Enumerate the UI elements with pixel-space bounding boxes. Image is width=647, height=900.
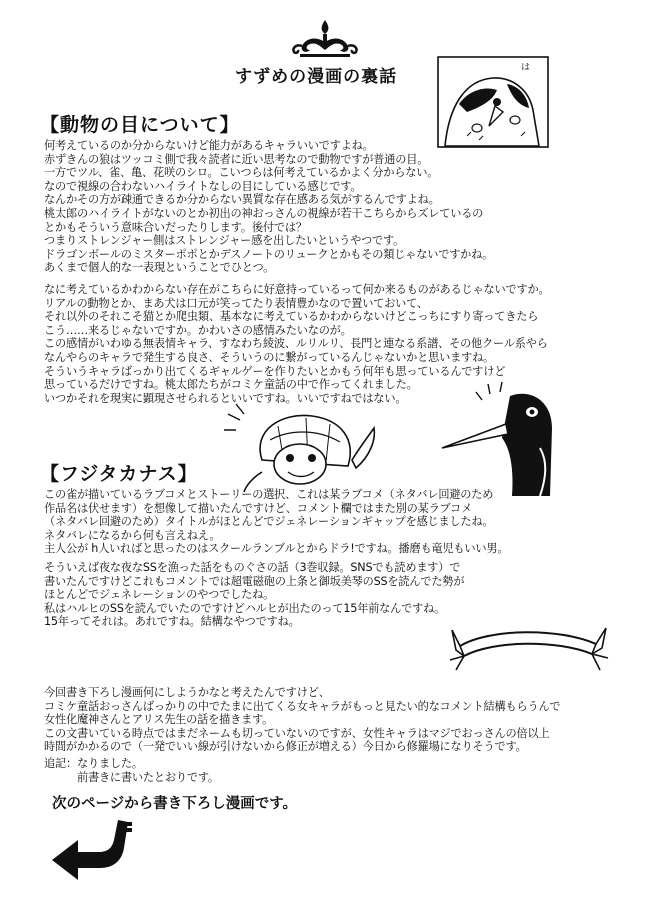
crane-illustration <box>440 378 580 498</box>
turtle-illustration <box>222 400 382 495</box>
postscript-text: 追記：なりました。 前書きに書いたとおりです。 <box>44 757 219 784</box>
animal-eyes-paragraph-1: 何考えているのか分からないけど能力があるキャラいいですよね。 赤ずきんの狼はツッコミ側で我々読者に近い思考なので動物ですが普通の目。 一方でツル、雀、亀、花咲のシロ。こいつらは何考えているかよく分からない。 なので視線の合わないハイライトなしの目にしている感じです。 なんかその方が疎通できるか分からない異質な存在感ある気がするんですよね。 桃太郎のハイライトがないのとか初出の神おっさんの視線が若干こちらからズレているの とかもそういう意味合いだったりします。後付では？ つまりストレンジャー側はストレンジャー感を出したいというやつです。 ドラゴンボールのミスターポポとかデスノートのリュークとかもその類じゃないですかね。 あくまで個人的な一表現ということでひとつ。 <box>44 139 494 275</box>
arrow-left-icon <box>48 818 140 888</box>
fujitakanasu-paragraph-2: そういえば夜な夜なSSを漁った話をものぐさの話（3巻収録。SNSでも読めます）で 書いたんですけどこれもコメントでは超電磁砲の上条と御坂美琴のSSを読んでた勢が ほとんどでジェネレーションのやつでしたね。 私はハルヒのSSを読んでいたのですけどハルヒが出たのって15年前なんですね。 15年ってそれは。あれですね。結構なやつですね。 <box>44 561 465 629</box>
sparrow-mark-text: は <box>521 63 531 73</box>
section-heading-animal-eyes: 【動物の目について】 <box>40 114 240 136</box>
fujitakanasu-paragraph-1: この雀が描いているラブコメとストーリーの選択、これは某ラブコメ（ネタバレ回避のため 作品名は伏せます）を想像して描いたんですけど、コメント欄ではまた別の某ラブコメ （ネタバレ回避のため）タイトルがほとんどでジェネレーションギャップを感じましたね。 ネタバレになるから何も言えねえ。 主人公が h人いればと思ったのはスクールランブルとからドラ!ですね。播磨も竜児もいい男。 <box>44 488 509 556</box>
animal-eyes-paragraph-2: なに考えているかわからない存在がこちらに好意持っているって何か来るものがあるじゃないですか。 リアルの動物とか、まあ犬は口元が笑ってたり表情豊かなので置いておいて、 それ以外のそれこそ猫とか爬虫類、基本なに考えているかわからないけどこっちにすり寄ってきたら こう……来るじゃないですか。かわいさの感情みたいなのが。 この感情がいわゆる無表情キャラ、すなわち綾波、ルリルリ、長門と連なる系譜、その他クール系やら なんやらのキャラで発生する良さ、そういうのに繋がっているんじゃないかと思いますね。 そういうキャラばっかり出てくるギャルゲーを作りたいとかもう何年も思っているんですけど 思っているだけですね。桃太郎たちがコミケ童話の中で作ってくれました。 いつかそれを現実に顕現させられるといいですね。いいですねではない。 <box>44 283 550 405</box>
ornament-icon <box>290 18 360 58</box>
closing-line: 次のページから書き下ろし漫画です。 <box>52 796 298 812</box>
section-heading-fujitakanasu: 【フジタカナス】 <box>40 463 198 485</box>
sparrow-illustration <box>437 56 549 148</box>
afterword-paragraph: 今回書き下ろし漫画何にしようかなと考えたんですけど、 コミケ童話おっさんばっかりの中でたまに出てくる女キャラがもっと見たい的なコメント結構もらうんで 女性化魔神さんとアリス先生の話を描きます。 この文書いている時点ではまだネームも切っていないのですが、女性キャラはマジでおっさんの倍以上 時間がかかるので（一発でいい線が引けないから修正が増える）今日から修羅場になりそうです。 <box>44 686 561 754</box>
ribbon-illustration <box>450 616 610 676</box>
page-title: すずめの漫画の裏話 <box>235 67 398 87</box>
